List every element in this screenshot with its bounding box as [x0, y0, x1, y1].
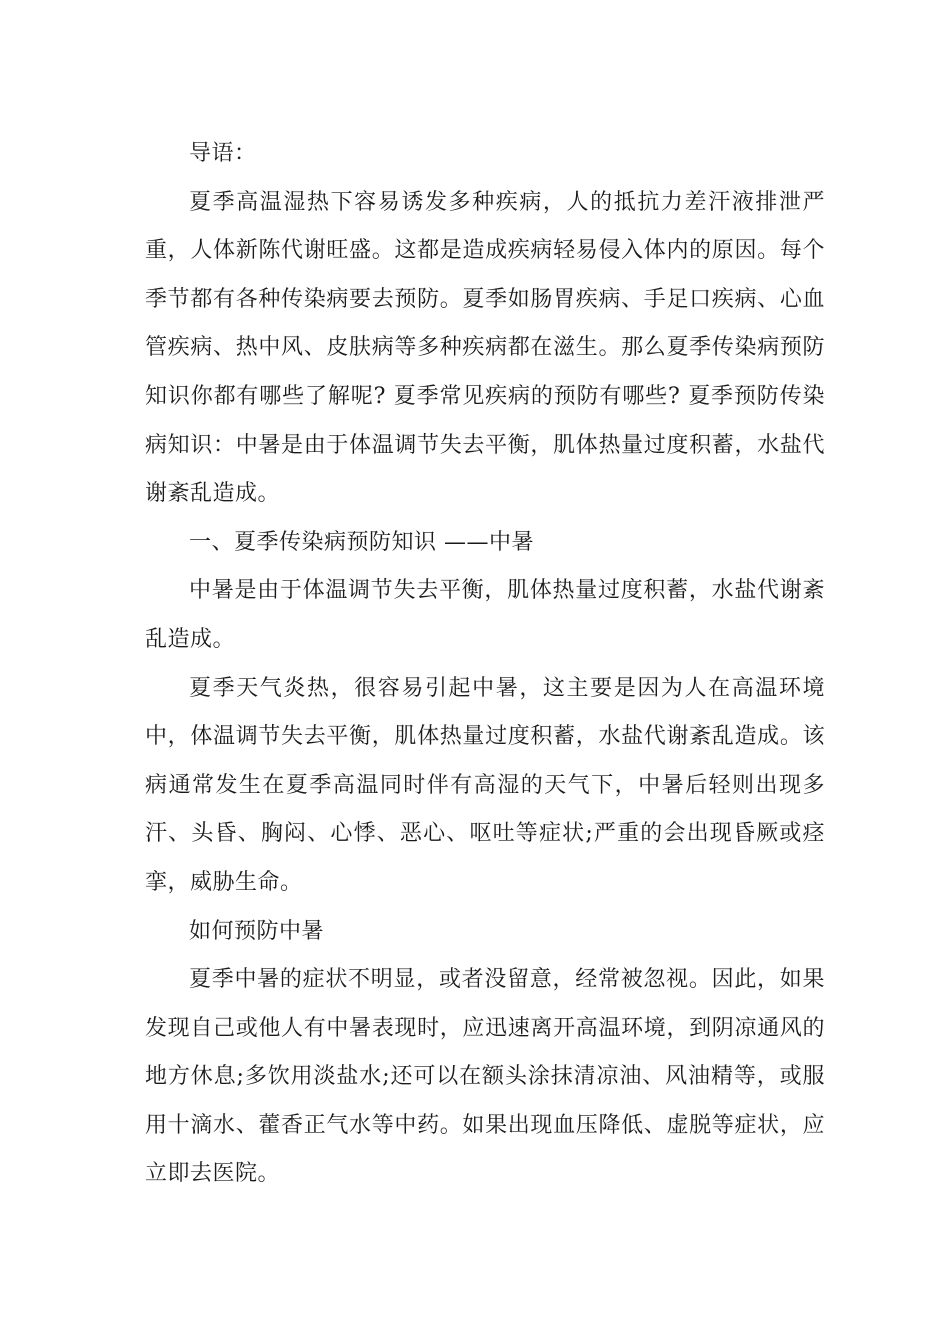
heatstroke-definition-paragraph: 中暑是由于体温调节失去平衡，肌体热量过度积蓄，水盐代谢紊乱造成。: [145, 578, 825, 652]
heatstroke-description-paragraph: 夏季天气炎热，很容易引起中暑，这主要是因为人在高温环境中，体温调节失去平衡，肌体热量过度积蓄，水盐代谢紊乱造成。该病通常发生在夏季高温同时伴有高湿的天气下，中暑后轻则出现多汗、头昏、胸闷、心悸、恶心、呕吐等症状;严重的会出现昏厥或痉挛，威胁生命。: [145, 675, 825, 895]
subheading-prevention: 如何预防中暑: [189, 918, 325, 944]
document-body: [145, 130, 825, 1199]
intro-heading: 导语：: [189, 141, 257, 166]
intro-paragraph: 夏季高温湿热下容易诱发多种疾病，人的抵抗力差汗液排泄严重，人体新陈代谢旺盛。这都是造成疾病轻易侵入体内的原因。每个季节都有各种传染病要去预防。夏季如肠胃疾病、手足口疾病、心血管疾病、热中风、皮肤病等多种疾病都在滋生。那么夏季传染病预防知识你都有哪些了解呢? 夏季常见疾病的预防有哪些? 夏季预防传染病知识：中暑是由于体温调节失去平衡，肌体热量过度积蓄，水盐代谢紊乱造成。: [145, 189, 825, 507]
prevention-paragraph: 夏季中暑的症状不明显，或者没留意，经常被忽视。因此，如果发现自己或他人有中暑表现时，应迅速离开高温环境，到阴凉通风的地方休息;多饮用淡盐水;还可以在额头涂抹清凉油、风油精等，或服用十滴水、藿香正气水等中药。如果出现血压降低、虚脱等症状，应立即去医院。: [145, 967, 825, 1187]
section-heading-heatstroke: 一、夏季传染病预防知识 ——中暑: [189, 529, 534, 555]
